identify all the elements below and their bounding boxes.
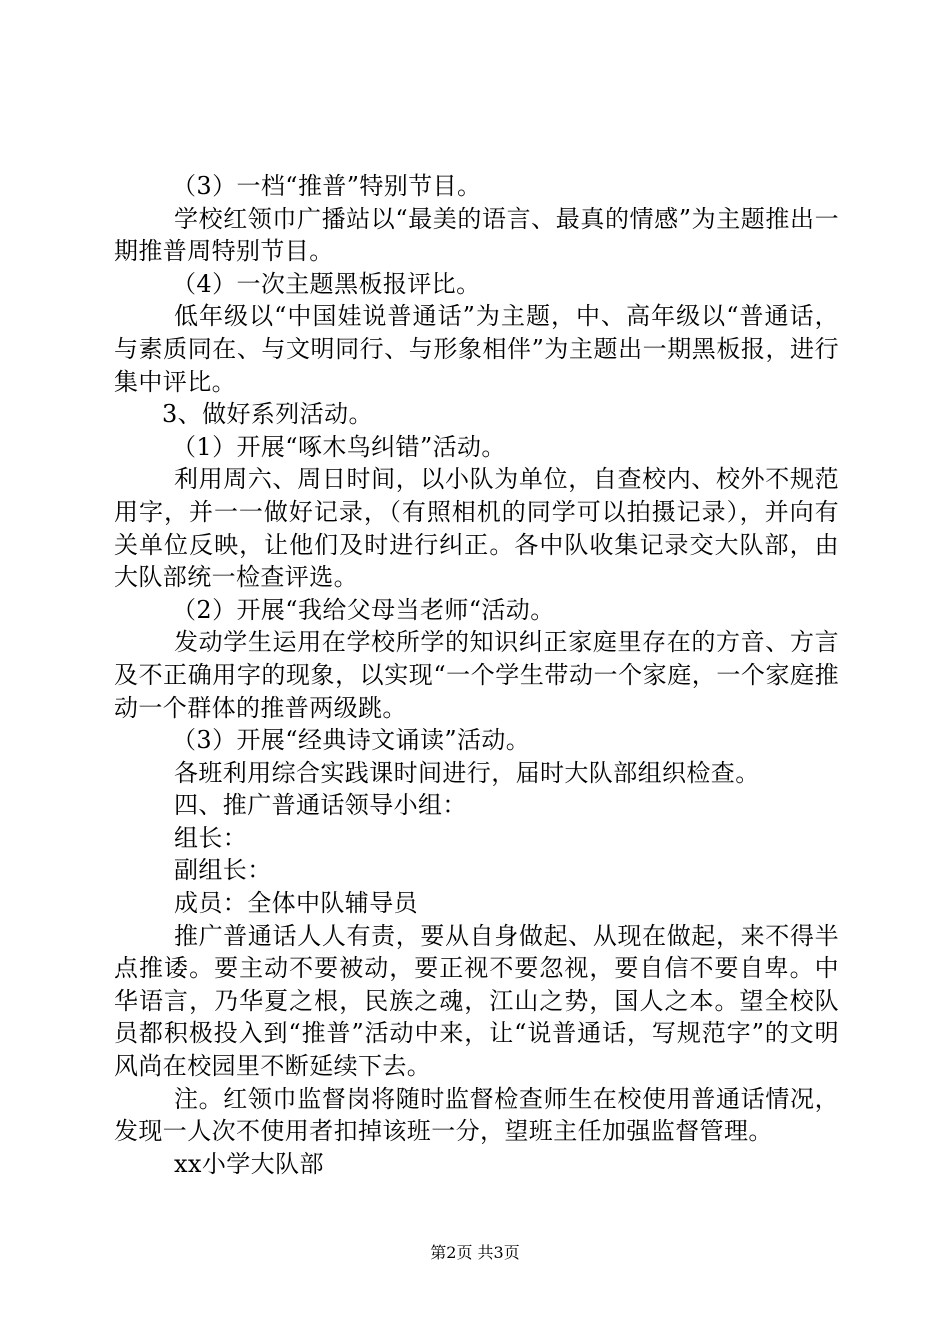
paragraph: 组长：: [174, 823, 248, 852]
paragraph: 3、做好系列活动。: [162, 400, 373, 429]
paragraph: 低年级以“中国娃说普通话”为主题，中、高年级以“普通话，与素质同在、与文明同行、与形象相伴”为主题出一期黑板报，进行集中评比。: [114, 302, 839, 396]
paragraph: 发动学生运用在学校所学的知识纠正家庭里存在的方音、方言及不正确用字的现象，以实现“一个学生带动一个家庭，一个家庭推动一个群体的推普两级跳。: [114, 628, 839, 722]
document-body: [114, 170, 839, 1180]
page-footer: 第2页 共3页: [430, 1243, 520, 1262]
paragraph: （1）开展“啄木鸟纠错”活动。: [172, 432, 506, 461]
paragraph: 学校红领巾广播站以“最美的语言、最真的情感”为主题推出一期推普周特别节目。: [114, 204, 839, 266]
paragraph: 各班利用综合实践课时间进行，届时大队部组织检查。: [174, 758, 760, 787]
paragraph: 副组长：: [174, 856, 272, 885]
paragraph: 四、推广普通话领导小组：: [174, 791, 467, 820]
paragraph: xx小学大队部: [174, 1149, 324, 1178]
paragraph: 推广普通话人人有责，要从自身做起、从现在做起，来不得半点推诿。要主动不要被动，要正视不要忽视，要自信不要自卑。中华语言，乃华夏之根，民族之魂，江山之势，国人之本。望全校队员都积极投入到“推普”活动中来，让“说普通话，写规范字”的文明风尚在校园里不断延续下去。: [114, 921, 839, 1081]
paragraph: （3）一档“推普”特别节目。: [172, 172, 482, 200]
paragraph: （3）开展“经典诗文诵读”活动。: [172, 726, 531, 755]
paragraph: （2）开展“我给父母当老师“活动。: [172, 595, 555, 624]
paragraph: 利用周六、周日时间，以小队为单位，自查校内、校外不规范用字，并一一做好记录，（有照相机的同学可以拍摄记录），并向有关单位反映，让他们及时进行纠正。各中队收集记录交大队部，由大队部统一检查评选。: [114, 465, 839, 592]
paragraph: 成员：全体中队辅导员: [174, 889, 418, 918]
paragraph: （4）一次主题黑板报评比。: [172, 269, 481, 298]
paragraph: 注。红领巾监督岗将随时监督检查师生在校使用普通话情况，发现一人次不使用者扣掉该班一分，望班主任加强监督管理。: [114, 1084, 839, 1146]
